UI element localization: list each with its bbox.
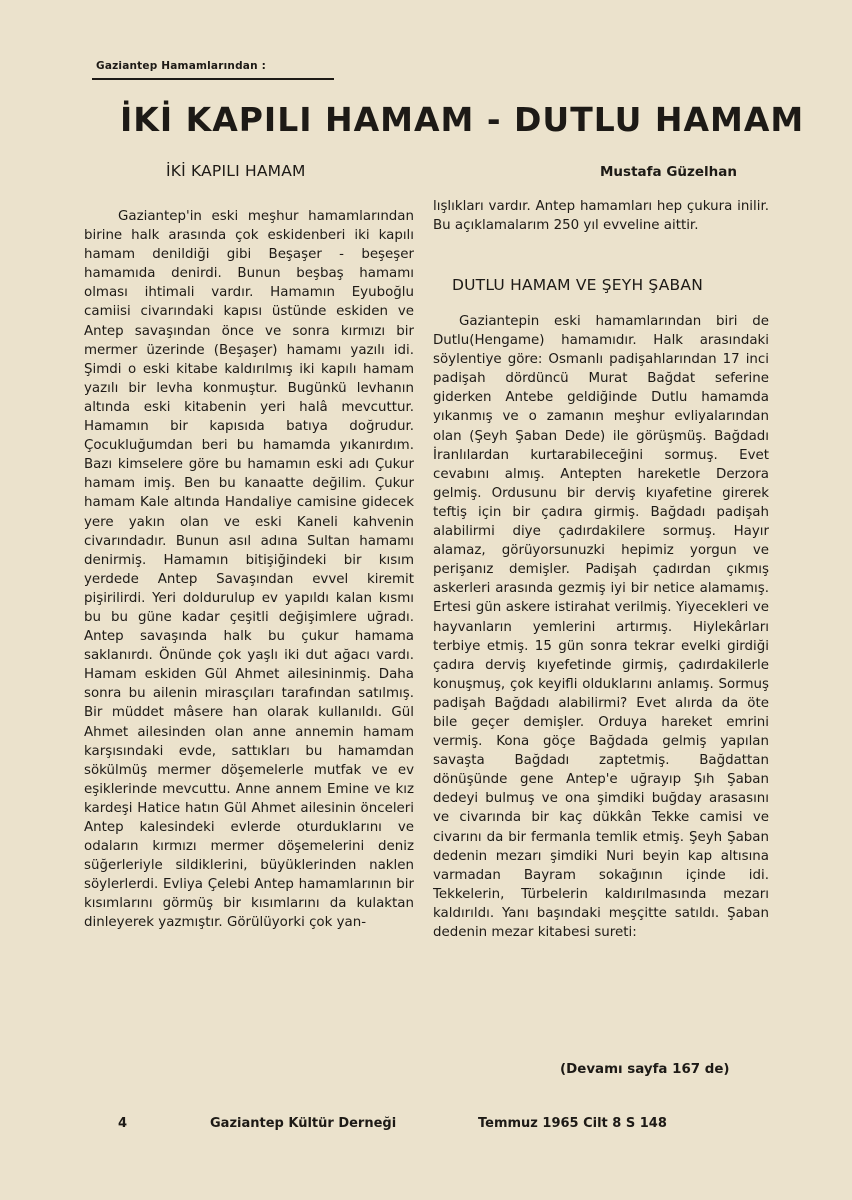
issue-info: Temmuz 1965 Cilt 8 S 148 bbox=[478, 1116, 667, 1131]
page-number: 4 bbox=[118, 1116, 128, 1131]
continued-note: (Devamı sayfa 167 de) bbox=[560, 1062, 730, 1077]
article2-subtitle: DUTLU HAMAM VE ŞEYH ŞABAN bbox=[452, 276, 703, 294]
publisher-name: Gaziantep Kültür Derneği bbox=[210, 1116, 397, 1131]
article1-body: Gaziantep'in eski meşhur hamamlarından birine halk arasında çok eskidenberi iki kapılı hamam denildiği gibi Beşaşer - beşeşer hamamıda denirdi. Bunun beşbaş hamamı olması ihtimali vardır. Hamamın Eyuboğlu camiisi civarındaki kapısı üstünde eskiden ve Antep savaşından önce ve sonra kırmızı bir mermer üzerinde (Beşaşer) hamamı yazılı idi. Şimdi o eski kitabe kaldırılmış iki kapılı hamam yazılı bir levha konmuştur. Bugünkü levhanın altında eski kitabenin yeri halâ mevcuttur. Hamamın bir kapısıda batıya doğrudur. Çocukluğumdan beri bu hamamda yıkanırdım. Bazı kimselere göre bu hamamın eski adı Çukur hamam imiş. Ben bu kanaatte değilim. Çukur hamam Kale altında Handaliye camisine gidecek yere yakın olan ve eski Kaneli kahvenin civarındadır. Bunun asıl adına Sultan hamamı denirmiş. Hamamın bitişiğindeki bir kısım yerdede Antep Savaşından evvel kiremit pişirilirdi. Yeri doldurulup ev yapıldı kalan kısmı bu bu güne kadar çeşitli değişimlere uğradı. Antep savaşında halk bu çukur hamama saklanırdı. Önünde çok yaşlı iki dut ağacı vardı. Hamam eskiden Gül Ahmet ailesininmiş. Daha sonra bu ailenin mirasçıları tarafından satılmış. Bir müddet mâsere han olarak kullanıldı. Gül Ahmet ailesinden olan anne annemin hamam karşısındaki evde, sattıkları bu hamamdan sökülmüş mermer döşemelerle mutfak ve ev eşiklerinde mevcuttu. Anne annem Emine ve kız kardeşi Hatice hatın Gül Ahmet ailesinin önceleri Antep kalesindeki evlerde oturduklarını ve odaların kırmızı mermer döşemelerini deniz süğerleriyle sildiklerini, büyüklerinden naklen söylerlerdi. Evliya Çelebi Antep hamamlarının bir kısımlarını görmüş bir kısımlarını da kulaktan dinleyerek yazmıştır. Görülüyorki çok yan- bbox=[84, 209, 414, 931]
series-underline bbox=[92, 78, 334, 80]
article2-body: Gaziantepin eski hamamlarından biri de Dutlu(Hengame) hamamıdır. Halk arasındaki söylentiye göre: Osmanlı padişahlarından 17 inci padişah dördüncü Murat Bağdat seferine giderken Antebe geldiğinde Dutlu hamamda yıkanmış ve o zamanın meşhur evliyalarından olan (Şeyh Şaban Dede) ile görüşmüş. Bağdadı İranlılardan kurtarabileceğini sormuş. Evet cevabını almış. Antepten hareketle Derzora gelmiş. Ordusunu bir derviş kıyafetine girerek teftiş için bir çadıra girmiş. Bağdadı padişah alabilirmi diye çadırdakilere sormuş. Hayır alamaz, görüyorsunuzki hepimiz yorgun ve perişanız demişler. Padişah çadırdan çıkmış askerleri arasında gezmiş iyi bir netice alamamış. Ertesi gün askere istirahat verilmiş. Yiyecekleri ve hayvanların yemlerini artırmış. Hiylekârları terbiye etmiş. 15 gün sonra tekrar evelki girdiği çadıra derviş kıyefetinde girmiş, çadırdakilerle konuşmuş, çok keyifli olduklarını anlamış. Sormuş padişah Bağdadı alabilirmi? Evet alırda da öte bile geçer demişler. Orduya hareket emrini vermiş. Kona göçe Bağdada gelmiş yapılan savaşta Bağdadı zaptetmiş. Bağdattan dönüşünde gene Antep'e uğrayıp Şıh Şaban dedeyi bulmuş ve ona şimdiki buğday arasasını ve civarında bir kaç dükkân Tekke camisi ve civarını da bir fermanla temlik etmiş. Şeyh Şaban dedenin mezarı şimdiki Nuri beyin kap altısına varmadan Bayram sokağının içinde idi. Tekkelerin, Türbelerin kaldırılmasında mezarı kaldırıldı. Yanı başındaki meşçitte satıldı. Şaban dedenin mezar kitabesi sureti: bbox=[433, 314, 769, 940]
article1-subtitle: İKİ KAPILI HAMAM bbox=[166, 162, 306, 180]
article1-continuation: lışlıkları vardır. Antep hamamları hep çukura inilir. Bu açıklamalarım 250 yıl evveline aittir. bbox=[433, 199, 769, 234]
series-heading: Gaziantep Hamamlarından : bbox=[96, 60, 266, 72]
author-name: Mustafa Güzelhan bbox=[600, 164, 737, 180]
page-title: İKİ KAPILI HAMAM - DUTLU HAMAM bbox=[120, 100, 805, 139]
